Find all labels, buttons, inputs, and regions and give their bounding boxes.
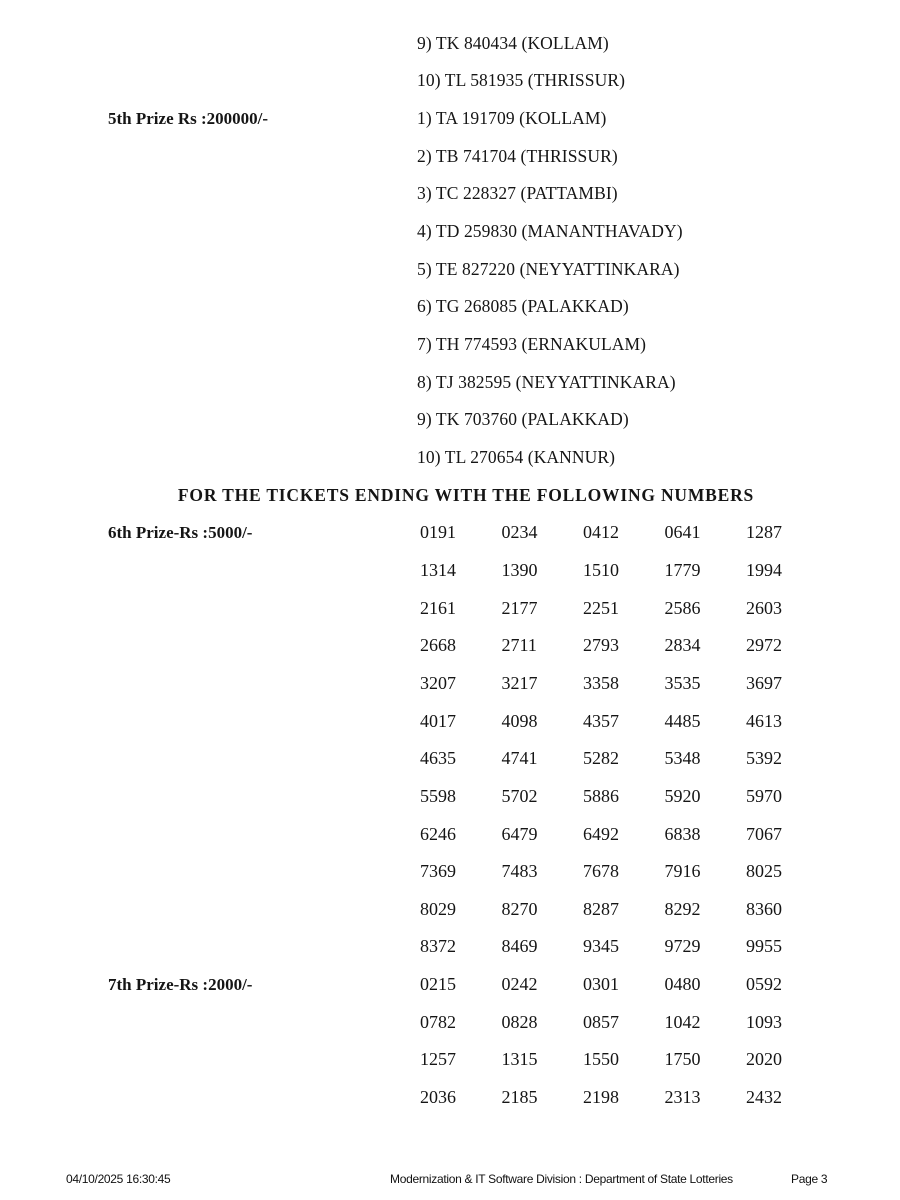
- footer-page-number: Page 3: [791, 1172, 828, 1186]
- ending-number: 8292: [664, 898, 701, 919]
- ending-number: 0641: [664, 522, 701, 543]
- page-footer: [0, 1170, 900, 1190]
- ending-number: 0191: [420, 522, 456, 543]
- ending-number: 4635: [420, 748, 456, 769]
- ending-number: 0242: [501, 974, 538, 995]
- ending-number: 0592: [746, 974, 782, 995]
- ending-number-row: [0, 665, 900, 703]
- ending-number-row: [0, 740, 900, 778]
- ending-number: 1314: [420, 559, 456, 580]
- ticket-entry-row: [0, 288, 900, 326]
- ticket-entry-row: [0, 137, 900, 175]
- ticket-entry: 9) TK 840434 (KOLLAM): [417, 32, 609, 53]
- ending-number-row: [0, 928, 900, 966]
- ending-number: 2251: [583, 597, 619, 618]
- prize7-section: [0, 966, 900, 1117]
- ticket-entry-row: [0, 401, 900, 439]
- ending-number: 0480: [664, 974, 701, 995]
- ending-number: 3207: [420, 672, 456, 693]
- ending-number: 2432: [746, 1087, 782, 1108]
- ending-number: 9955: [746, 936, 782, 957]
- ending-number: 2603: [746, 597, 782, 618]
- ticket-entry: 6) TG 268085 (PALAKKAD): [417, 296, 629, 317]
- ending-number-row: [0, 1079, 900, 1117]
- ending-number: 8270: [501, 898, 538, 919]
- ending-numbers-heading-text: FOR THE TICKETS ENDING WITH THE FOLLOWING NUMBERS: [177, 484, 755, 505]
- ending-number: 5970: [746, 785, 782, 806]
- ending-number: 0412: [583, 522, 619, 543]
- ending-number: 7483: [501, 861, 538, 882]
- ticket-entry-row: [0, 363, 900, 401]
- ending-number: 7916: [664, 861, 701, 882]
- prize-continuation-section: [0, 24, 900, 99]
- ticket-entry: 5) TE 827220 (NEYYATTINKARA): [417, 258, 680, 279]
- ending-number: 1750: [664, 1049, 701, 1070]
- ending-number-row: [0, 1003, 900, 1041]
- ticket-entry: 8) TJ 382595 (NEYYATTINKARA): [417, 371, 676, 392]
- ending-number: 1257: [420, 1049, 456, 1070]
- ticket-entry: 3) TC 228327 (PATTAMBI): [417, 183, 618, 204]
- ending-number: 0857: [583, 1011, 619, 1032]
- ending-number: 2586: [664, 597, 701, 618]
- ending-number: 5920: [664, 785, 701, 806]
- ending-number: 7678: [583, 861, 619, 882]
- ending-number: 5348: [664, 748, 701, 769]
- ending-number: 1550: [583, 1049, 619, 1070]
- footer-timestamp: 04/10/2025 16:30:45: [66, 1172, 171, 1186]
- ending-number: 4017: [420, 710, 456, 731]
- ending-number: 0234: [501, 522, 538, 543]
- ending-number: 2036: [420, 1087, 456, 1108]
- ending-number: 3358: [583, 672, 619, 693]
- ending-number-row: [0, 702, 900, 740]
- prize6-label: 6th Prize-Rs :5000/-: [108, 522, 253, 542]
- prize6-number-grid: [0, 514, 900, 966]
- prize6-section: [0, 514, 900, 966]
- ticket-entry: 2) TB 741704 (THRISSUR): [417, 145, 618, 166]
- ending-number: 3217: [501, 672, 538, 693]
- ending-number: 1315: [501, 1049, 538, 1070]
- ending-number-row: [0, 1041, 900, 1079]
- ending-number: 1779: [664, 559, 701, 580]
- ending-number-row: [0, 890, 900, 928]
- ending-number: 9345: [583, 936, 619, 957]
- ending-number: 4098: [501, 710, 538, 731]
- ticket-entry-row: [0, 250, 900, 288]
- ending-number: 2020: [746, 1049, 782, 1070]
- ending-number: 1287: [746, 522, 782, 543]
- ending-number: 0215: [420, 974, 456, 995]
- ending-number: 2793: [583, 635, 619, 656]
- ending-number: 2711: [501, 635, 537, 656]
- ending-number: 2668: [420, 635, 456, 656]
- ending-number: 1994: [746, 559, 782, 580]
- ending-number: 2198: [583, 1087, 619, 1108]
- ending-number: 5886: [583, 785, 619, 806]
- ticket-entry: 7) TH 774593 (ERNAKULAM): [417, 333, 647, 354]
- ending-number: 1510: [583, 559, 619, 580]
- ending-number: 8469: [501, 936, 538, 957]
- ending-number: 4357: [583, 710, 619, 731]
- ending-number: 4485: [664, 710, 701, 731]
- prize5-label: 5th Prize Rs :200000/-: [108, 108, 269, 128]
- ending-number-row: [0, 778, 900, 816]
- ending-number: 2185: [501, 1087, 538, 1108]
- ending-number: 2972: [746, 635, 782, 656]
- ending-number: 8025: [746, 861, 782, 882]
- ending-number: 8029: [420, 898, 456, 919]
- ending-number: 1042: [664, 1011, 701, 1032]
- ending-number: 1093: [746, 1011, 782, 1032]
- ending-number-row: [0, 853, 900, 891]
- ticket-entry: 4) TD 259830 (MANANTHAVADY): [417, 221, 683, 241]
- ticket-entry: 9) TK 703760 (PALAKKAD): [417, 409, 629, 430]
- prize7-label: 7th Prize-Rs :2000/-: [108, 974, 253, 994]
- ticket-entry-row: [0, 326, 900, 364]
- ending-number: 8372: [420, 936, 456, 957]
- ticket-entry: 1) TA 191709 (KOLLAM): [417, 108, 607, 129]
- ending-number: 8287: [583, 898, 619, 919]
- ending-number: 6492: [583, 823, 619, 844]
- prize5-entries: [0, 100, 900, 477]
- ending-number: 0782: [420, 1011, 456, 1032]
- ending-number: 3535: [664, 672, 701, 693]
- ending-number: 0301: [583, 974, 619, 995]
- ending-number-row: [0, 815, 900, 853]
- ticket-entry-row: [0, 62, 900, 100]
- ending-number: 1390: [501, 559, 538, 580]
- ending-number-row: [0, 627, 900, 665]
- ending-number: 4613: [746, 710, 782, 731]
- ending-number: 5598: [420, 785, 456, 806]
- prize5-section: [0, 100, 900, 477]
- ticket-entry-row: [0, 175, 900, 213]
- ending-number: 2313: [664, 1087, 701, 1108]
- ending-number: 7369: [420, 861, 456, 882]
- ending-number-row: [0, 589, 900, 627]
- ending-number: 5392: [746, 748, 782, 769]
- ending-number: 2177: [501, 597, 538, 618]
- ticket-entry-row: [0, 439, 900, 477]
- footer-division: Modernization & IT Software Division : Department of State Lotteries: [390, 1172, 733, 1186]
- ticket-entry-row: [0, 213, 900, 251]
- ticket-entry: 10) TL 270654 (KANNUR): [417, 446, 616, 467]
- ending-number: 5702: [501, 785, 538, 806]
- ticket-entry: 10) TL 581935 (THRISSUR): [417, 70, 626, 91]
- ending-number: 2161: [420, 597, 456, 618]
- ending-number: 5282: [583, 748, 619, 769]
- ending-number: 3697: [746, 672, 782, 693]
- ending-number: 9729: [664, 936, 701, 957]
- ending-number: 6479: [501, 823, 538, 844]
- ending-number: 7067: [746, 823, 782, 844]
- ending-number: 8360: [746, 898, 782, 919]
- ending-number: 4741: [501, 748, 538, 769]
- ticket-entry-row: [0, 24, 900, 62]
- ending-number-row: [0, 552, 900, 590]
- ending-number: 6838: [664, 823, 701, 844]
- ending-number: 2834: [664, 635, 701, 656]
- ending-number: 6246: [420, 823, 456, 844]
- ending-numbers-heading: [0, 476, 900, 514]
- ending-number: 0828: [501, 1011, 538, 1032]
